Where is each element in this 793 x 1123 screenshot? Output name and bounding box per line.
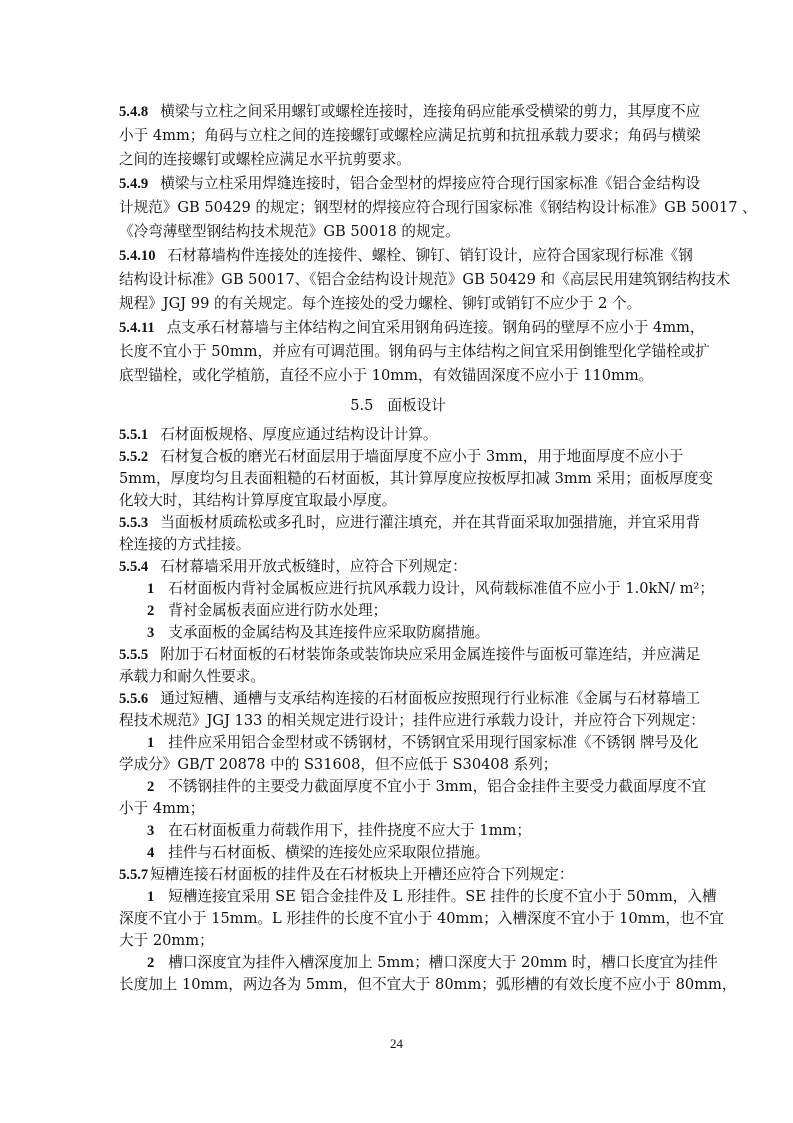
item-number: 1 (147, 581, 155, 597)
document-body (119, 100, 757, 996)
text-line (119, 424, 677, 446)
clause-text: 5mm，厚度均匀且表面粗糙的石材面板，其计算厚度应按板厚扣减 3mm 采用；面板厚度变 (119, 470, 713, 487)
clause-5-5-3 (119, 512, 701, 556)
item-text: 不锈钢挂件的主要受力截面厚度不宜小于 3mm，铝合金挂件主要受力截面厚度不宜 (168, 778, 707, 795)
clause-number: 5.5.5 (119, 647, 149, 663)
item-text: 支承面板的金属结构及其连接件应采取防腐措施。 (168, 624, 490, 641)
text-line (119, 316, 705, 340)
text-line (119, 578, 715, 600)
clause-number: 5.5.4 (119, 559, 149, 575)
clause-number: 5.4.9 (119, 176, 149, 192)
section-title-text: 面板设计 (387, 397, 446, 414)
text-line (119, 974, 737, 996)
text-line (119, 842, 677, 864)
item-number: 3 (147, 625, 155, 641)
clause-5-5-7 (119, 864, 737, 996)
text-line (119, 798, 677, 820)
section-title-number: 5.5 (350, 397, 374, 414)
section-title (119, 390, 677, 422)
text-line (119, 820, 677, 842)
text-line (119, 776, 707, 798)
text-line (119, 534, 677, 556)
item-text: 大于 20mm； (119, 932, 214, 949)
list-item (119, 820, 677, 842)
text-line (119, 732, 699, 754)
text-line (119, 446, 684, 468)
item-number: 1 (147, 889, 155, 905)
clause-text: 通过短槽、通槽与支承结构连接的石材面板应按照现行行业标准《金属与石材幕墙工 (160, 690, 701, 707)
clause-text: 程技术规范》JGJ 133 的相关规定进行设计；挂件应进行承载力设计，并应符合下列规定： (119, 712, 705, 729)
page-number: 24 (390, 1036, 403, 1051)
clause-text: 规程》JGJ 99 的有关规定。每个连接处的受力螺栓、铆钉或销钉不应少于 2 个。 (119, 295, 642, 312)
item-number: 2 (147, 779, 155, 795)
text-line (119, 666, 677, 688)
clause-number: 5.5.3 (119, 515, 149, 531)
text-line (119, 148, 677, 172)
clause-text: 短槽连接石材面板的挂件及在石材板块上开槽还应符合下列规定： (150, 866, 574, 883)
item-text: 石材面板内背衬金属板应进行抗风承载力设计，风荷载标准值不应小于 1.0kN/ m²； (168, 580, 715, 597)
text-line (119, 100, 701, 124)
clause-5-5-2 (119, 446, 713, 512)
text-line (119, 908, 724, 930)
text-line (119, 196, 757, 220)
list-item (119, 952, 737, 996)
clause-number: 5.4.10 (119, 248, 156, 264)
item-text: 深度不宜小于 15mm。L 形挂件的长度不宜小于 40mm；入槽深度不宜小于 10mm，也不宜 (119, 910, 724, 927)
text-line (119, 930, 677, 952)
clause-text: 石材面板规格、厚度应通过结构设计计算。 (160, 426, 438, 443)
text-line (119, 268, 731, 292)
clause-5-5-1 (119, 424, 677, 446)
item-number: 1 (147, 735, 155, 751)
item-text: 小于 4mm； (119, 800, 205, 817)
text-line (119, 244, 693, 268)
text-line (119, 864, 677, 886)
item-text: 挂件应采用铝合金型材或不锈钢材，不锈钢宜采用现行国家标准《不锈钢 牌号及化 (168, 734, 699, 751)
clause-5-4-10 (119, 244, 731, 316)
clause-text: 底型锚栓，或化学植筋，直径不应小于 10mm，有效锚固深度不应小于 110mm。 (119, 367, 654, 384)
clause-text: 计规范》GB 50429 的规定；钢型材的焊接应符合现行国家标准《钢结构设计标准》GB 50017 、 (119, 199, 757, 216)
clause-number: 5.4.11 (119, 320, 155, 336)
clause-5-5-6 (119, 688, 707, 864)
text-line (119, 600, 677, 622)
clause-text: 《冷弯薄壁型钢结构技术规范》GB 50018 的规定。 (119, 223, 460, 240)
clause-text: 石材幕墙采用开放式板缝时，应符合下列规定： (160, 558, 467, 575)
clause-number: 5.4.8 (119, 104, 149, 120)
clause-text: 化较大时，其结构计算厚度宜取最小厚度。 (119, 492, 397, 509)
text-line (119, 710, 705, 732)
list-item (119, 578, 715, 600)
text-line (119, 172, 701, 196)
item-number: 4 (147, 845, 155, 861)
section-5-5 (119, 424, 737, 996)
clause-number: 5.5.7 (119, 867, 149, 883)
text-line (119, 468, 713, 490)
clause-number: 5.5.6 (119, 691, 149, 707)
text-line (119, 886, 717, 908)
clause-text: 横梁与立柱采用焊缝连接时，铝合金型材的焊接应符合现行国家标准《铝合金结构设 (160, 175, 701, 192)
text-line (119, 952, 718, 974)
text-line (119, 220, 677, 244)
clause-text: 横梁与立柱之间采用螺钉或螺栓连接时，连接角码应能承受横梁的剪力，其厚度不应 (160, 103, 701, 120)
item-text: 短槽连接宜采用 SE 铝合金挂件及 L 形挂件。SE 挂件的长度不宜小于 50mm，入槽 (168, 888, 717, 905)
text-line (119, 490, 677, 512)
clause-text: 附加于石材面板的石材装饰条或装饰块应采用金属连接件与面板可靠连结，并应满足 (160, 646, 701, 663)
clause-text: 栓连接的方式挂接。 (119, 536, 251, 553)
text-line (119, 622, 677, 644)
clause-text: 之间的连接螺钉或螺栓应满足水平抗剪要求。 (119, 151, 411, 168)
text-line (119, 364, 677, 388)
item-text: 槽口深度宜为挂件入槽深度加上 5mm；槽口深度大于 20mm 时，槽口长度宜为挂件 (168, 954, 718, 971)
text-line (119, 556, 677, 578)
clause-text: 石材幕墙构件连接处的连接件、螺栓、铆钉、销钉设计，应符合国家现行标准《钢 (167, 247, 693, 264)
clause-text: 长度不宜小于 50mm，并应有可调范围。钢角码与主体结构之间宜采用倒锥型化学锚栓或扩 (119, 343, 710, 360)
clause-text: 结构设计标准》GB 50017、《铝合金结构设计规范》GB 50429 和《高层民用建筑钢结构技术 (119, 271, 731, 288)
item-text: 背衬金属板表面应进行防水处理； (168, 602, 388, 619)
clause-5-5-5 (119, 644, 701, 688)
text-line (119, 688, 701, 710)
item-text: 挂件与石材面板、横梁的连接处应采取限位措施。 (168, 844, 490, 861)
clause-5-4-11 (119, 316, 710, 388)
text-line (119, 124, 701, 148)
list-item (119, 732, 699, 776)
section-5-4 (119, 100, 757, 388)
clause-text: 点支承石材幕墙与主体结构之间宜采用钢角码连接。钢角码的壁厚不应小于 4mm， (166, 319, 705, 336)
item-text: 学成分》GB/T 20878 中的 S31608，但不应低于 S30408 系列； (119, 756, 558, 773)
clause-number: 5.5.1 (119, 427, 149, 443)
item-number: 2 (147, 603, 155, 619)
text-line (119, 754, 677, 776)
list-item (119, 842, 677, 864)
list-item (119, 886, 724, 952)
clause-5-4-9 (119, 172, 757, 244)
clause-5-4-8 (119, 100, 701, 172)
clause-text: 石材复合板的磨光石材面层用于墙面厚度不应小于 3mm，用于地面厚度不应小于 (160, 448, 684, 465)
text-line (119, 644, 701, 666)
list-item (119, 600, 677, 622)
list-item (119, 776, 707, 820)
text-line (119, 340, 710, 364)
item-number: 2 (147, 955, 155, 971)
clause-text: 承载力和耐久性要求。 (119, 668, 265, 685)
item-text: 在石材面板重力荷载作用下，挂件挠度不应大于 1mm； (168, 822, 531, 839)
item-number: 3 (147, 823, 155, 839)
text-line (119, 292, 677, 316)
text-line (119, 512, 701, 534)
clause-number: 5.5.2 (119, 449, 149, 465)
clause-text: 小于 4mm；角码与立柱之间的连接螺钉或螺栓应满足抗剪和抗扭承载力要求；角码与横梁 (119, 127, 701, 144)
clause-5-5-4 (119, 556, 715, 644)
item-text: 长度加上 10mm，两边各为 5mm，但不宜大于 80mm；弧形槽的有效长度不应小于 80mm， (119, 976, 737, 993)
clause-text: 当面板材质疏松或多孔时，应进行灌注填充，并在其背面采取加强措施，并宜采用背 (160, 514, 701, 531)
list-item (119, 622, 677, 644)
